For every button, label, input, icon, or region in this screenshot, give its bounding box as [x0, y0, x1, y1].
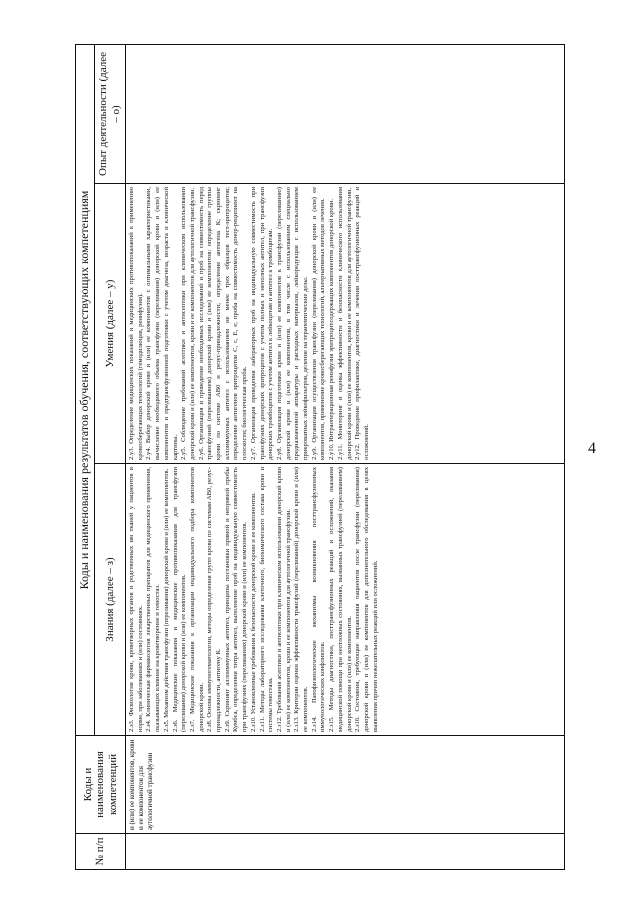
- knowledge-item: 2.з7. Медицинские показания к организации индивидуального подбора компонентов донорской крови.: [188, 467, 205, 732]
- row-num-cell: [126, 834, 565, 870]
- header-codes: Коды и наименования компетенций: [76, 736, 126, 834]
- knowledge-item: 2.з14. Патофизиологические механизмы возникновения посттрансфузионных иммунологических конфликтов.: [310, 467, 327, 732]
- skill-item: 2.у11. Мониторинг и оценка эффективности и безопасности клинического использования донорской крови и (или) ее компонентов, крови и ее компонентов для аутологичной трансфузии.: [336, 187, 353, 460]
- knowledge-item: 2.з15. Методы диагностики, посттрансфузионных реакций и осложнений, оказания медицинской помощи при неотложных состояниях, вызванных трансфузией (переливанием) донорской крови и (или) ее компонентов.: [328, 467, 353, 732]
- header-knowledge: Знания (далее – з): [95, 464, 126, 736]
- knowledge-item: 2.з9. Скрининг аллоиммунных антител, принципы постановки прямой и непрямой пробы Кумбса, определения титра антител, выполнение проб на индивидуальную совместимость при трансфузиях (переливаниях) донорской крови и (или) ее компонентов.: [223, 467, 249, 732]
- skill-item: 2.у8. Организация подготовки крови и (или) ее компонентов к трансфузии (переливанию) донорской крови и (или) ее компонентов, в том числе с использованием специально предназначенной аппаратуры и расходных материалов, лейкоредукция с использованием прикроватных лейкофильтров, деление на терапевтические дозы.: [275, 187, 310, 460]
- knowledge-item: 2.з13. Критерии оценки эффективности трансфузий (переливаний) донорской крови и (или) ее компонентов.: [293, 467, 310, 732]
- knowledge-item: 2.з8. Основы иммуногематологии, методы определения групп крови по системам АВ0, резус-принадлежности, антигену К.: [206, 467, 223, 732]
- header-results-group: Коды и наименования результатов обучения, соответствующих компетенциям: [76, 45, 95, 736]
- rotated-table-wrapper: [75, 45, 565, 870]
- skill-item: 2.у9. Организация осуществления трансфузии (переливания) донорской крови и (или) ее компонентов, применение кровосберегающих технологий, альтернативных методов лечения.: [310, 187, 327, 460]
- row-codes-cell: и (или) ее компонентов, крови и ее компонентов для аутологичной трансфузии: [126, 736, 565, 834]
- header-num: № п/п: [76, 834, 126, 870]
- table-row: [126, 45, 565, 870]
- experience-cell: [126, 45, 565, 184]
- knowledge-item: 2.з11. Методы лабораторного исследования клеточного, биохимического состава крови и системы гемостаза.: [258, 467, 275, 732]
- table-header-row-1: [76, 45, 95, 870]
- page-number: 4: [588, 440, 596, 457]
- knowledge-item: 2.з12. Требования асептики и антисептики при клиническом использовании донорской крови и (или) ее компонентов, крови и ее компонентов для аутологичной трансфузии.: [275, 467, 292, 732]
- competency-table: [75, 44, 565, 870]
- skill-item: 2.у10. Интраоперационная реинфузия эритроцитсодержащих компонентов донорской крови.: [328, 199, 336, 460]
- knowledge-item: 2.з3. Физиология крови, кроветворных органов и родственных им тканей у пациентов в норме, при заболеваниях и (или) состояниях.: [128, 467, 144, 732]
- header-skills: Умения (далее – у): [95, 184, 126, 464]
- skill-item: 2.у7. Организация проведения лабораторных проб на индивидуальную совместимость при трансфузиях донорских эритроцитов с учетом полных и неполных антител, при трансфузии донорских тромбоцитов с учетом антител к лейкоцитам и антител к тромбоцитам.: [249, 187, 275, 460]
- skill-item: 2.у12. Проведение профилактики, диагностики и лечения посттрансфузионных реакций и осложнений.: [354, 187, 370, 460]
- knowledge-item: 2.з5. Механизм действия трансфузии (переливания) донорской крови и (или) ее компонентов.: [162, 468, 170, 732]
- knowledge-item: 2.з4. Клиническая фармакология лекарственных препаратов для медицинского применения, оказывающих влияние на кроветворение и гемостаз.: [145, 467, 162, 732]
- knowledge-item: 2.з6. Медицинские показания и медицинские противопоказания для трансфузии (переливания) донорской крови и (или) ее компонентов.: [171, 467, 188, 732]
- header-experience: Опыт деятельности (далее – о): [95, 45, 126, 184]
- knowledge-item: 2.з10. Установленные требования к безопасности донорской крови и ее компонентов.: [249, 492, 257, 732]
- skills-cell: [126, 184, 565, 464]
- skill-item: 2.у4. Выбор донорской крови и (или) ее компонентов с оптимальными характеристиками, вычисление необходимого объема трансфузии (переливания) донорской крови и (или) ее компонентов и предтрансфузионной подготовки с учетом диагноза, возраста и клинической картины.: [145, 187, 179, 460]
- knowledge-item: 2.з16. Состояния, требующие направления пациентов после трансфузии (переливания) донорской крови и (или) ее компонентов для дополнительного обследования в целях выявления причин нежелательных реакций или осложнений.: [354, 467, 379, 732]
- knowledge-cell: [126, 464, 565, 736]
- skill-item: 2.у3. Определение медицинских показаний и медицинских противопоказаний к применению кровосберегающих технологий (гемодилюция, реинфузия).: [128, 187, 144, 460]
- skill-item: 2.у6. Организация и проведение необходимых исследований и проб на совместимость перед трансфузией (переливанием) донорской крови и (или) ее компонентов: определение группы крови по системе АВ0 и резус-принадлежности; определение антигена К; скрининг аллоиммунных антител с использованием не менее трех образцов тест-эритроцитов; определение антигенов эритроцитов С, с, Е, е; проба на совместимость донор-реципиент на плоскости; биологическая проба.: [197, 187, 249, 460]
- skill-item: 2.у5. Соблюдение требований асептики и антисептики при клиническом использовании донорской крови и (или) ее компонентов, крови и ее компонентов для аутологичной трансфузии.: [180, 187, 196, 460]
